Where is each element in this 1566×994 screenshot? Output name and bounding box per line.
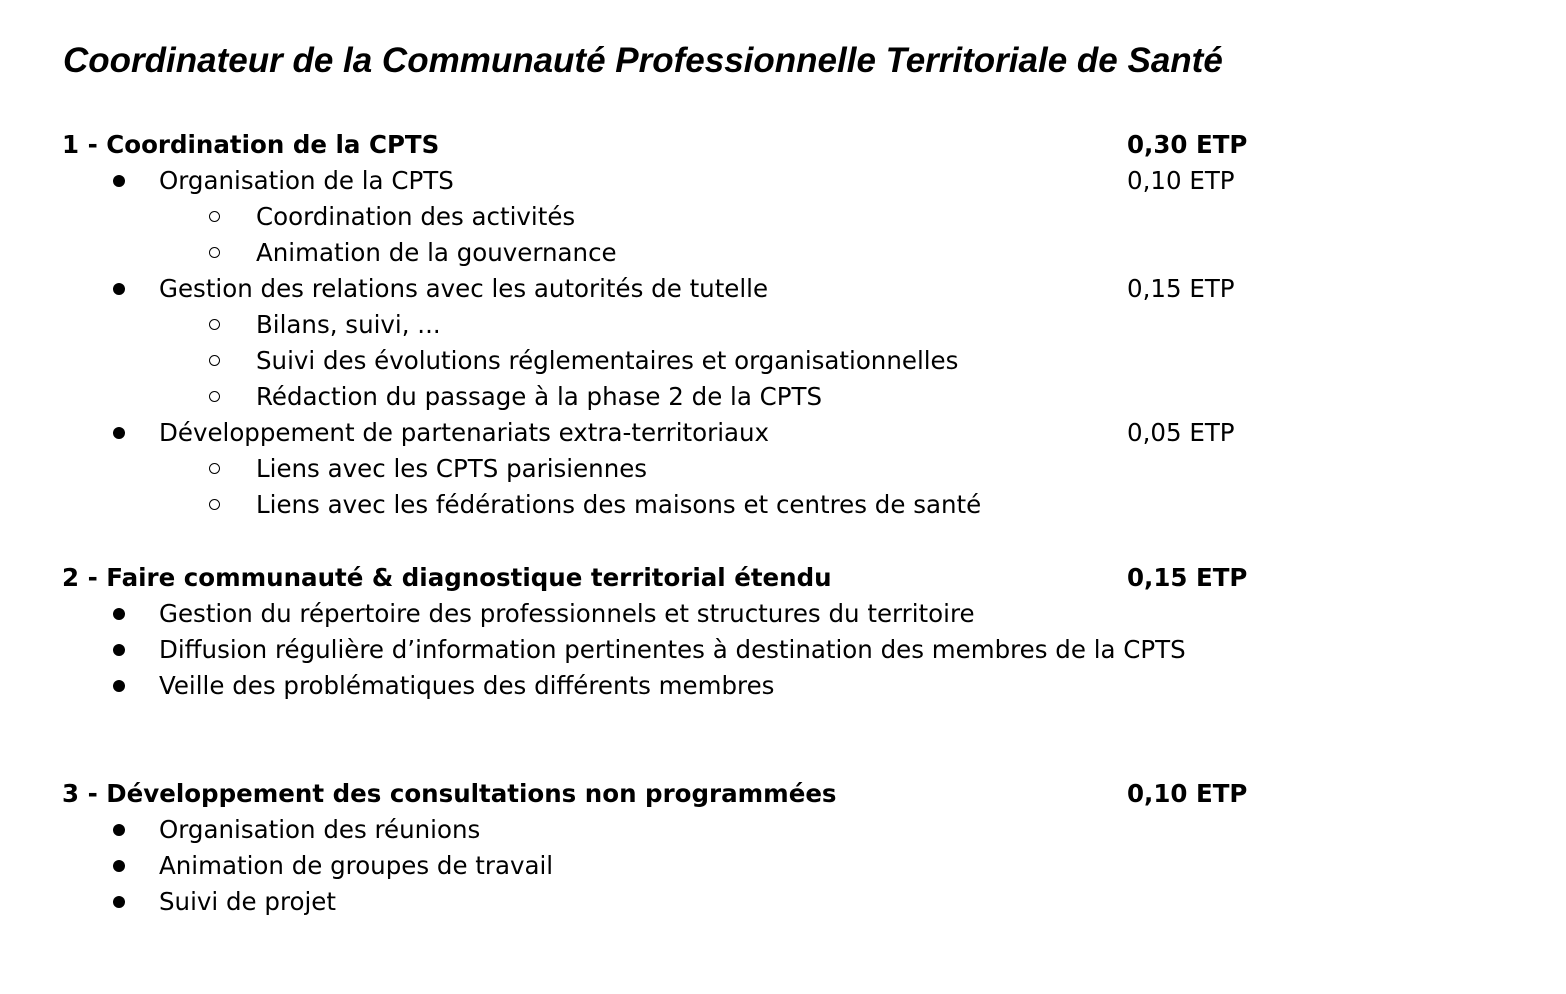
bullet-circle-icon xyxy=(209,319,220,330)
bullet-disc-icon xyxy=(113,283,125,295)
bullet-disc-icon xyxy=(113,824,125,836)
list-item xyxy=(0,812,1566,848)
list-item-etp: 0,05 ETP xyxy=(1127,418,1235,447)
sub-list-item xyxy=(0,451,1566,487)
bullet-circle-icon xyxy=(209,355,220,366)
list-item-label: Suivi de projet xyxy=(159,887,336,916)
section-coordination xyxy=(0,127,1566,523)
sub-list-item-label: Bilans, suivi, ... xyxy=(256,310,441,339)
list-item-etp: 0,15 ETP xyxy=(1127,274,1235,303)
sub-list-item xyxy=(0,307,1566,343)
list-item xyxy=(0,163,1566,199)
section-heading-row xyxy=(0,776,1566,812)
section-heading: 2 - Faire communauté & diagnostique territorial étendu xyxy=(62,563,832,592)
bullet-disc-icon xyxy=(113,644,125,656)
sub-list-item-label: Suivi des évolutions réglementaires et organisationnelles xyxy=(256,346,959,375)
sub-list-item-label: Liens avec les fédérations des maisons et centres de santé xyxy=(256,490,982,519)
bullet-circle-icon xyxy=(209,211,220,222)
bullet-disc-icon xyxy=(113,860,125,872)
list-item-label: Organisation de la CPTS xyxy=(159,166,454,195)
section-heading: 3 - Développement des consultations non programmées xyxy=(62,779,837,808)
list-item-label: Diffusion régulière d’information pertinentes à destination des membres de la CPTS xyxy=(159,635,1186,664)
list-item-etp: 0,10 ETP xyxy=(1127,166,1235,195)
section-etp: 0,10 ETP xyxy=(1127,779,1248,808)
bullet-disc-icon xyxy=(113,175,125,187)
section-heading-row xyxy=(0,127,1566,163)
section-consultations xyxy=(0,776,1566,920)
sub-list-item xyxy=(0,379,1566,415)
list-item-label: Animation de groupes de travail xyxy=(159,851,554,880)
sub-list-item-label: Rédaction du passage à la phase 2 de la CPTS xyxy=(256,382,823,411)
bullet-circle-icon xyxy=(209,391,220,402)
list-item-label: Organisation des réunions xyxy=(159,815,481,844)
sub-list-item xyxy=(0,487,1566,523)
list-item xyxy=(0,632,1566,668)
list-item xyxy=(0,271,1566,307)
section-faire-communaute xyxy=(0,560,1566,704)
sub-list-item-label: Coordination des activités xyxy=(256,202,576,231)
sub-list-item xyxy=(0,199,1566,235)
list-item-label: Gestion des relations avec les autorités de tutelle xyxy=(159,274,769,303)
document-title: Coordinateur de la Communauté Professionnelle Territoriale de Santé xyxy=(63,41,1223,80)
section-heading-row xyxy=(0,560,1566,596)
bullet-circle-icon xyxy=(209,247,220,258)
list-item xyxy=(0,668,1566,704)
sub-list-item xyxy=(0,343,1566,379)
section-heading: 1 - Coordination de la CPTS xyxy=(62,130,440,159)
bullet-disc-icon xyxy=(113,427,125,439)
list-item xyxy=(0,848,1566,884)
list-item-label: Gestion du répertoire des professionnels et structures du territoire xyxy=(159,599,975,628)
section-etp: 0,30 ETP xyxy=(1127,130,1248,159)
list-item-label: Veille des problématiques des différents membres xyxy=(159,671,775,700)
list-item xyxy=(0,596,1566,632)
bullet-disc-icon xyxy=(113,680,125,692)
bullet-circle-icon xyxy=(209,499,220,510)
list-item-label: Développement de partenariats extra-territoriaux xyxy=(159,418,770,447)
list-item xyxy=(0,415,1566,451)
sub-list-item-label: Liens avec les CPTS parisiennes xyxy=(256,454,648,483)
bullet-disc-icon xyxy=(113,608,125,620)
list-item xyxy=(0,884,1566,920)
section-etp: 0,15 ETP xyxy=(1127,563,1248,592)
bullet-disc-icon xyxy=(113,896,125,908)
sub-list-item-label: Animation de la gouvernance xyxy=(256,238,617,267)
sub-list-item xyxy=(0,235,1566,271)
bullet-circle-icon xyxy=(209,463,220,474)
